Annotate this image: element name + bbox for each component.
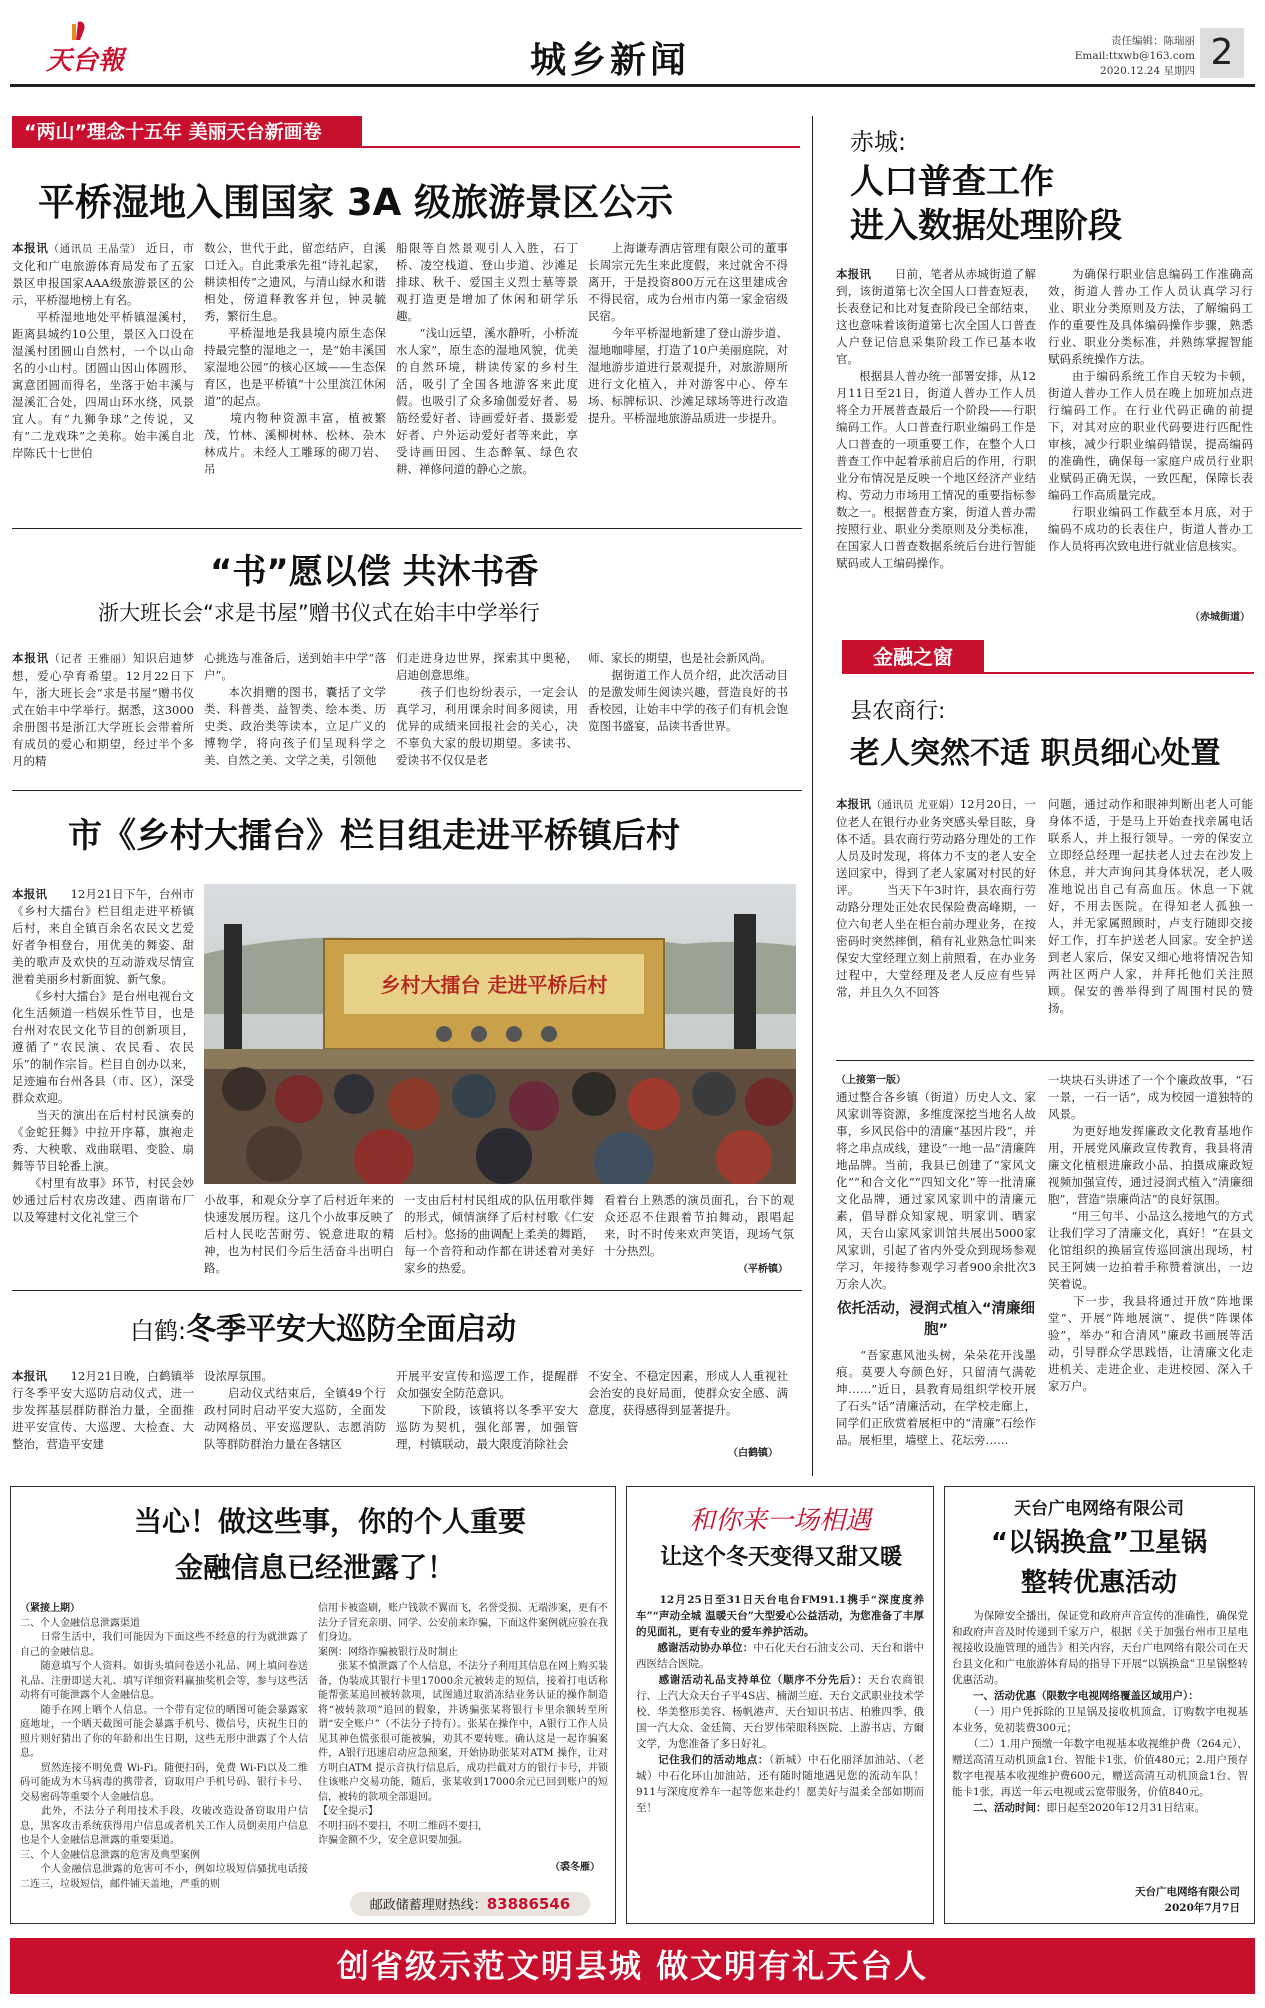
- ad3-body: [952, 1608, 1248, 1880]
- ad3-offer: （一）用户凭拆除的卫星锅及接收机顶盒，订购数字电视基本业务，免初装费300元； （二）1.用户预缴一年数字电视基本收视维护费（264元），赠送高清互动机顶盒1台、智能卡1张，价值480元；2.用户预存数字电视基本收视维护费600元，赠送高清互动机顶盒1台、智能卡1张，再送一年云电视或云宽带服务，价值840元。: [952, 1706, 1248, 1798]
- finance-tab-rule: [984, 672, 1254, 674]
- article2-subhead: 浙大班长会“求是书屋”赠书仪式在始丰中学举行: [98, 601, 540, 625]
- article2-text-1: 知识启迪梦想，爱心孕育希望。12月22日下午，浙大班长会“求是书屋”赠书仪式在始丰中学举行。据悉，这3000余册图书是浙江大学班长会带着所有成员的爱心和期望，经过半个多月的精: [12, 651, 194, 768]
- editor-email: Email:ttxwb@163.com: [1074, 50, 1195, 62]
- ad3-company: 天台广电网络有限公司: [1014, 1499, 1184, 1519]
- ad2-addr-value: （新城）中石化丽泽加油站、（老城）中石化环山加油站，还有随时随地遇见您的流动车队！911与深度度养车一起等您来赴约！愿美好与温柔全部如期而至！: [636, 1754, 924, 1814]
- stage-performance-photo: [204, 884, 796, 1184]
- finance-section-tab: [842, 640, 984, 674]
- divider-3: [12, 1290, 802, 1291]
- article3-text-left: 12月21日下午，台州市《乡村大擂台》栏目组走进平桥镇后村，来自全镇百余名农民文艺爱好者争相登台，用优美的舞姿、甜美的歌声及欢快的互动游戏尽情宣泄着美丽乡村新面貌、新气象。 《乡村大擂台》是台州电视台文化生活频道一档娱乐性节目，也是台州对农民文化节目的创新项目，遵循了“农民演、农民看、农民乐”的制作宗旨。栏目自创办以来，足迹遍布台州各县（市、区），深受群众欢迎。 当天的演出在后村村民演奏的《金蛇狂舞》中拉开序幕，旗袍走秀、大秧歌、戏曲联唱、变脸、扇舞等节目轮番上演。 《村里有故事》环节，村民会妙妙通过后村农房改建、西南谐布厂以及筹建村文化礼堂三个: [12, 887, 194, 1224]
- ad1-text-1: 二、个人金融信息泄露渠道 日常生活中，我们可能因为下面这些不经意的行为就泄露了自己的金融信息。 随意填写个人资料。如街头填问卷送小礼品、网上填问卷送礼品、注册即送大礼、填写详细资料赢抽奖机会等，参与这些活动将有可能泄露个人金融信息。 随手在网上晒个人信息。一个带有定位的晒图可能会暴露家庭地址，一个晒天截图可能会暴露手机号、微信号，庆祝生日的照片则好猜出了你的年龄和出生日期，这些无形中泄露了个人信息。 贸然连接不明免费 Wi-Fi。随便扫码，免费 Wi-Fi以及二维码可能成为木马病毒的携带者，窃取用户手机号码、银行卡号、交易密码等重要个人金融信息。 此外，不法分子利用技术手段，攻破改造设备窃取用户信息，黑客攻击系统获得用户信息或者机关工作人员倒卖用户信息也是个人金融信息泄露的重要渠道。 三、个人金融信息泄露的危害及典型案例 个人金融信息泄露的危害可不小，例如垃圾短信骚扰电话接二连三，垃圾短信，邮件铺天盖地，严重的则: [20, 1617, 308, 1890]
- article1-col-4: 上海谦寿酒店管理有限公司的董事长周宗元先生来此度假，来过就舍不得离开，于是投资800万元在这里建成舍不得民宿，成为台州市内第一家金宿级民宿。 今年平桥湿地新建了登山游步道、湿地咖啡屋，打造了10户美丽庭院，对湿地游步道进行景观提升，对旅游厕所进行文化植入，并对游客中心、停车场、标牌标识、沙滩足球场等进行改造提升。平桥湿地旅游品质进一步提升。: [588, 241, 788, 425]
- footer-slogan: 创省级示范文明县城 做文明有礼天台人: [336, 1947, 929, 1985]
- hotline-number: 83886546: [486, 1895, 571, 1913]
- ad2-headline-2: 让这个冬天变得又甜又暖: [659, 1545, 902, 1570]
- article2-reporter: （记者 王雅丽）: [49, 653, 133, 665]
- article4-title: [130, 1304, 516, 1348]
- finance-section-label: 金融之窗: [873, 645, 953, 669]
- ad2-body: [636, 1592, 924, 1918]
- ad1-headline-1: 当心！做这些事，你的个人重要: [133, 1505, 526, 1538]
- article4-place: 白鹤:: [130, 1317, 187, 1345]
- article2-headline: “书”愿以偿 共沐书香: [210, 552, 539, 592]
- article7-text-1: 通过整合各乡镇（街道）历史人文、家风家训等资源，多维度深挖当地名人故事，乡风民俗中的清廉“基因片段”，并将之串点成线，建设“一地一品”清廉阵地品牌。当前，我县已创建了“家风文化”“和合文化”“四知文化”等一批清廉文化品牌，通过家风家训中的清廉元素，倡导群众知家规、明家训、晒家风，天台山家风家训馆共展出5000家风家训，引起了省内外受众到现场参观学习，年接待参观学习者900余批次3万余人次。: [836, 1090, 1036, 1291]
- divider-right-1: [836, 1060, 1254, 1061]
- article5-col-1: [836, 266, 1036, 626]
- ad1-text-2: 信用卡被盗刷，账户钱款不翼而飞，名誉受损、无端涉案，更有不法分子冒充亲朋、同学、公安前来诈骗，下面这件案例就应验在我们身边。 案例：网络诈骗被银行及时制止 张某不慎泄露了个人信息，不法分子利用其信息在网上购买装备，伪装成其银行卡里17000余元被转走的短信，接着打电话称能帮张某追回被转款项，试图通过取消冻结业务认证的操作制造将“被转款项”追回的假象，并诱骗张某将银行卡里余额转至所谓“安全账户”（不法分子持有）。张某在操作中，A银行工作人员见其神色慌张很可能被骗，劝其不要转账。确认这是一起诈骗案件，A银行迅速启动应急预案，开始协助张某对ATM 操作，让对方明白ATM 提示音执行信息后，成功拦截对方的银行卡号，并锁住该账户交易功能，随后，张某收到17000余元已回到账户的短信，被转的款项全部退回。 【安全提示】 不明扫码不要扫，不明二维码不要扫， 诈骗金额不少，安全意识要加强。: [318, 1603, 608, 1846]
- article6-col-2: 问题，通过动作和眼神判断出老人可能身体不适，于是马上开始查找亲属电话联系人，并上报行领导。一旁的保安立立即经总经理一起扶老人过去在沙发上休息，并大声询问其身体状况，老人吸准地说出自己有高血压。休息一下就好，不用去医院。在得知老人孤独一人，并无家属照顾时，卢支行随即交接好工作，打车护送老人回家。安全护送到老人家后，保安又细心地将情况告知两社区两户人家，并拜托他们关注照顾。保安的善举得到了周围村民的赞扬。: [1048, 797, 1253, 1015]
- ad1-col-2: [318, 1602, 608, 1888]
- hotline-badge: [350, 1892, 590, 1916]
- article6-place: 县农商行:: [850, 699, 946, 724]
- ad3-heading-2: 二、活动时间：: [952, 1802, 1047, 1814]
- ad3-period: 即日起至2020年12月31日结束。: [1046, 1802, 1205, 1814]
- article5-headline-1: 人口普查工作: [850, 162, 1054, 202]
- article3-col-4: 看着台上熟悉的演员面孔，台下的观众还忍不住跟着节拍舞动，跟唱起来，时不时传来欢声笑语，现场气氛十分热烈。: [604, 1193, 794, 1258]
- article4-col-2: 设浓厚氛围。 启动仪式结束后，全镇49个行政村同时启动平安大巡防，全面发动网格员、平安巡逻队、志愿消防队等群防群治力量在各辖区: [204, 1369, 386, 1451]
- newspaper-logo: [42, 18, 152, 74]
- article1-col-2: 数公，世代于此，留恋结庐，自溪口迁入。自此秉承先祖“诗礼起家，耕读相传”之遗风，与清山绿水和谐相处，傍道释教客并包，钟灵毓秀，繁衍生息。 平桥湿地是我县境内原生态保持最完整的湿地之一，是“始丰溪国家湿地公园”的核心区域——生态保育区，也是平桥镇“十公里滨江休闲道”的起点。 境内物种资源丰富，植被繁茂，竹林、溪柳树林、松林、杂木林成片。未经人工雕琢的砌刀岩、吊: [204, 241, 386, 476]
- article6-headline: 老人突然不适 职员细心处置: [850, 736, 1221, 771]
- banner-rule: [362, 146, 800, 148]
- page-number: 2: [1210, 32, 1234, 73]
- article7-continued: （上接第一版）: [836, 1075, 906, 1086]
- article2-byline: 本报讯: [12, 651, 50, 665]
- article6-text-1: 12月20日，一位老人在银行办业务突感头晕目眩，身体不适。县农商行劳动路分理处的工作人员及时发现，将体力不支的老人安全送回家中，得到了老人家属对村民的好评。 当天下午3时许，县农商行劳动路分理处正处农民保险费高峰期，一位六旬老人坐在柜台前办理业务，在按密码时突然摔倒，稍有礼业熟急忙叫来保安大堂经理立刻上前照看，在办业务过程中，大堂经理及老人反应有些异常，并且久久不回答: [836, 797, 1036, 999]
- article7-text-2: “吾家惠风池头树，朵朵花开浅墨痕。莫要人夸颜色好，只留清气满乾坤……”近日，县教育局组织学校开展了石头“话”清廉活动，在学校走廊上，同学们正欣赏着展柜中的“清廉”石绘作品。展柜里，墙壁上、花坛旁……: [836, 1348, 1036, 1447]
- article4-byline: 本报讯: [12, 1369, 48, 1383]
- feature-banner-text: “两山”理念十五年 美丽天台新画卷: [24, 121, 322, 143]
- article6-col-1: [836, 796, 1036, 1036]
- ad2-co-value: 中石化天台石油支公司、天台和谐中西医结合医院。: [636, 1642, 924, 1670]
- article3-col-2: 小故事，和观众分享了后村近年来的快速发展历程。这几个小故事反映了后村人民吃苦耐劳、锐意进取的精神，也为村民们今后生活奋斗出明白路。: [204, 1193, 394, 1275]
- article7-subhead: 依托活动，浸润式植入“清廉细胞”: [836, 1301, 1036, 1338]
- article1-text-1: 近日，市文化和广电旅游体育局发布了五家景区申报国家AAA级旅游景区的公示，平桥湿地榜上有名。 平桥湿地地处平桥镇湿溪村，距离县城约10公里，景区入口设在湿溪村团圆山自然村，一个以山命名的小山村。团圆山因山体圆形、寓意团圆而得名，坐落于始丰溪与湿溪汇合处，四周山环水绕，风景宜人。有“九狮争球”之传说，又有“二龙戏珠”之美称。始丰溪自北岸陈氏十七世伯: [12, 241, 194, 460]
- masthead: [0, 0, 1265, 100]
- article1-reporter: （通讯员 王晶莹）: [48, 243, 142, 255]
- article4-col-3: 开展平安宣传和巡逻工作，提醒群众加强安全防范意识。 下阶段，该镇将以冬季平安大巡防为契机，强化部署，加强管理，村镇联动，最大限度消除社会: [396, 1369, 578, 1451]
- divider-1: [12, 528, 802, 529]
- logo-text: 天台報: [46, 46, 125, 76]
- article3-headline: 市《乡村大擂台》栏目组走进平桥镇后村: [68, 816, 680, 856]
- article4-col-1: [12, 1368, 194, 1476]
- article2-col-2: 心挑选与准备后，送到始丰中学“落户”。 本次捐赠的图书，囊括了文学类、科普类、益智类、绘本类、历史类、政治类等读本，立足广义的博物学，将向孩子们呈现科学之美、自然之美、文学之美，引领他: [204, 651, 386, 767]
- article2-col-4: 师、家长的期望，也是社会新风尚。 据街道工作人员介绍，此次活动目的是激发师生阅读兴趣，营造良好的书香校园，让始丰中学的孩子们有机会饱览图书盛宴，品读书香世界。: [588, 651, 788, 733]
- article2-col-3: 们走进身边世界，探索其中奥秘，启迪创意思维。 孩子们也纷纷表示，一定会认真学习，利用课余时间多阅读，用优异的成绩来回报社会的关心，决不辜负大家的殷切期望。多读书、爱读书不仅仅是老: [396, 651, 578, 767]
- article3-col-3: 一支由后村村民组成的队伍用歌伴舞的形式，倾情演绎了后村村歌《仁安后村》。悠扬的曲调配上柔美的舞蹈，每一个音符和动作都在讲述着对美好家乡的热爱。: [404, 1193, 594, 1275]
- photo-image: [204, 884, 796, 1184]
- ad2-addr-label: 记住我们的活动地点：: [636, 1754, 769, 1766]
- article4-headline: 冬季平安大巡防全面启动: [186, 1312, 517, 1347]
- footer-slogan-bar: [10, 1938, 1255, 1994]
- ad3-sign-date: 2020年7月7日: [1164, 1902, 1240, 1914]
- editor-name: 责任编辑：陈瑞丽: [1111, 35, 1195, 47]
- ad2-headline-script: 和你来一场相遇: [688, 1506, 871, 1536]
- photo-banner-text: 乡村大擂台 走进平桥后村: [380, 973, 608, 997]
- article1-col-1: [12, 240, 194, 515]
- article4-col-4: 不安全、不稳定因素，形成人人重视社会治安的良好局面，使群众安全感、满意度，获得感得到显著提升。: [588, 1369, 788, 1417]
- ad3-headline-2: 整转优惠活动: [1020, 1568, 1177, 1598]
- hotline-label: 邮政储蓄理财热线：: [369, 1898, 487, 1913]
- column-divider: [812, 116, 813, 1476]
- article5-signature: （赤城街道）: [1190, 612, 1250, 623]
- ad3-sign-company: 天台广电网络有限公司: [1135, 1886, 1240, 1898]
- feature-banner: [12, 116, 362, 148]
- article7-col-2: 一块块石头讲述了一个个廉政故事，“石一景，一石一话”，成为校园一道独特的风景。 为更好地发挥廉政文化教育基地作用，开展党风廉政宣传教育，我县将清廉文化植根进廉政小品、拍摄成廉政短视频加强宣传，通过浸润式植入“清廉细胞”，营造“崇廉尚洁”的良好氛围。 “用三句半、小品这么接地气的方式让我们学习了清廉文化，真好！”在县文化馆组织的换届宣传巡回演出现场，村民王阿姨一边拍着手称赞着演出，一边笑着说。 下一步，我县将通过开放“阵地课堂”、开展“阵地展演”、提供“阵课体验”，举办“和合清风”廉政书画展等活动，引导群众学思践悟，让清廉文化走进机关、走进企业、走进校园、深入千家万户。: [1048, 1073, 1253, 1393]
- page-number-box: [1200, 28, 1244, 78]
- article5-place: 赤城:: [850, 128, 907, 156]
- editor-info: [1045, 34, 1195, 79]
- article1-headline: 平桥湿地入围国家 3A 级旅游景区公示: [38, 181, 674, 224]
- ad3-heading-1: 一、活动优惠（限数字电视网络覆盖区域用户）：: [952, 1690, 1199, 1702]
- ad2-sp-value: 天台农商银行、上汽大众天台子平4S店、楠湖兰庭、天台文武职业技术学校、华美整形美容、杨帆港声、天台知识书店、柏雅四季、俄国一汽大众、金廷简、天台罗伟荣眼科医院、上游书店、方爾文学，为您准备了多日好礼。: [636, 1674, 924, 1750]
- article5-text-1: 日前，笔者从赤城街道了解到，该街道第七次全国人口普查短表，长表登记和比对复查阶段已全部结束，这也意味着该街道第七次全国人口普查人户登记信息采集阶段工作已基本收官。 根据县人普办统一部署安排，从12月11日至21日，街道人普办工作人员将全力开展普查最后一个阶段——行职编码工作。人口普查行职业编码工作是人口普查的一项重要工作，在整个人口普查工作中起着承前启后的作用，行职业分布情况是反映一个地区经济产业结构、劳动力市场用工情况的重要指标参数之一。根据普查方案，街道人普办需按照行业、职业分类原则及分类标准，在国家人口普查数据系统后台进行智能赋码或人工编码操作。: [836, 267, 1036, 570]
- ad1-headline-2: 金融信息已经泄露了！: [174, 1551, 455, 1584]
- article1-col-3: 船限等自然景观引人入胜，石丁桥、凌空栈道、登山步道、沙滩足排球、秋千、爱国主义烈士墓等景观打造更是增加了休闲和研学乐趣。 “浅山远望，溪水静听，小桥流水人家”，原生态的湿地风貌，优美的自然环境，耕读传家的乡村生活，吸引了全国各地游客来此度假。也吸引了众多瑜伽爱好者、易筋经爱好者、诗画爱好者、摄影爱好者、户外运动爱好者等来此，享受诗画田园、生态醉氧、绿色农耕、禅修问道的静心之旅。: [396, 241, 578, 476]
- divider-2: [12, 790, 802, 791]
- ad1-continued: （紧接上期）: [20, 1603, 80, 1614]
- article1-byline: 本报讯: [12, 241, 49, 255]
- ad3-headline-1: “以锅换盒”卫星锅: [990, 1528, 1208, 1558]
- section-title: 城乡新闻: [530, 40, 691, 81]
- article4-signature: （白鹤镇）: [728, 1448, 778, 1459]
- article2-col-1: [12, 650, 194, 780]
- article7-col-1: [836, 1072, 1036, 1476]
- article6-byline: 本报讯: [836, 797, 872, 811]
- article3-byline: 本报讯: [12, 887, 48, 901]
- ad1-col-1: [20, 1602, 308, 1916]
- article3-signature: （平桥镇）: [738, 1264, 788, 1275]
- article6-reporter: （通讯员 尤亚娟）: [871, 799, 960, 811]
- ad3-intro: 为保障安全播出，保证党和政府声音宣传的准确性，确保党和政府声音及时传递到千家万户，根据《关于加强台州市卫星电视接收设施管理的通告》相关内容，天台广电网络有限公司在天台县文化和广电旅游体育局的指导下开展“以锅换盒”卫星锅整转优惠活动。: [952, 1610, 1248, 1686]
- article5-byline: 本报讯: [836, 267, 872, 281]
- ad2-intro: 12月25日至31日天台电台FM91.1携手“深度度养车”“声动全城 温暖天台”大型爱心公益活动，为您准备了丰厚的见面礼，更有专业的爱车养护活动。: [636, 1594, 924, 1638]
- ad1-signature: （裘冬雁）: [550, 1862, 600, 1873]
- masthead-rule: [10, 84, 1255, 87]
- ad2-sp-label: 感谢活动礼品支持单位（顺序不分先后）：: [636, 1674, 869, 1686]
- article4-text-1: 12月21日晚，白鹤镇举行冬季平安大巡防启动仪式，进一步发挥基层群防群治力量，全面推进平安宣传、大巡逻、大检查、大整治，营造平安建: [12, 1369, 194, 1451]
- issue-date: 2020.12.24 星期四: [1100, 65, 1195, 77]
- article3-col-left: [12, 886, 194, 1276]
- ad2-co-label: 感谢活动协办单位：: [636, 1642, 754, 1654]
- article5-headline-2: 进入数据处理阶段: [850, 206, 1122, 246]
- article5-col-2: 为确保行职业信息编码工作准确高效，街道人普办工作人员认真学习行业、职业分类原则及方法，了解编码工作的重要性及具体编码操作步骤，熟悉行业、职业分类标准，并熟练掌握智能赋码系统操作方法。 由于编码系统工作自天较为卡顿，街道人普办工作人员在晚上加班加点进行编码工作。在行业代码正确的前提下，对其对应的职业代码要进行匹配性审核，减少行职业编码错误，提高编码的准确性，确保每一家庭户成员行业职业赋码正确无误，一致匹配，保障长表编码工作高质量完成。 行职业编码工作截至本月底，对于编码不成功的长表住户，街道人普办工作人员将再次致电进行就业信息核实。: [1048, 267, 1253, 553]
- ad3-sign: [1100, 1884, 1240, 1916]
